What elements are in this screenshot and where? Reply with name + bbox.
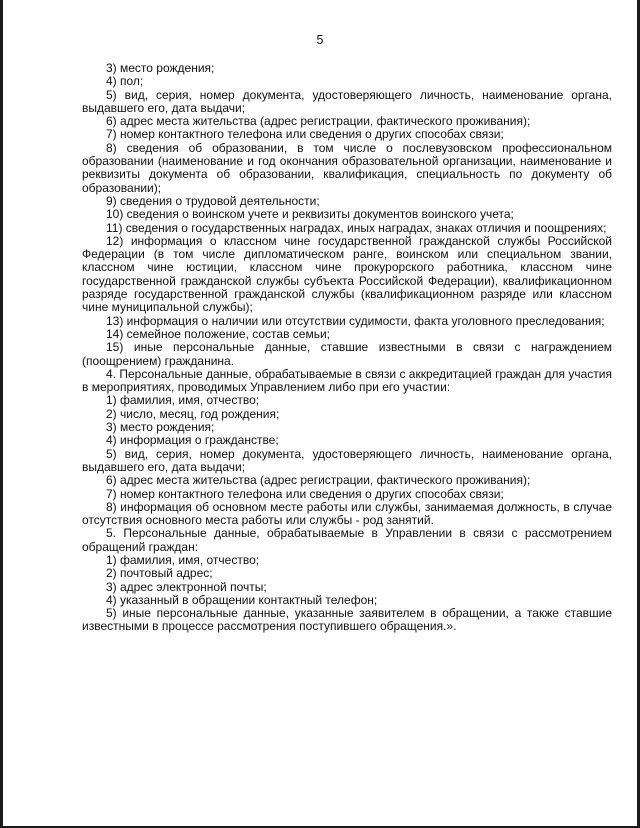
paragraph: 1) фамилия, имя, отчество; bbox=[106, 393, 260, 408]
paragraph: 8) информация об основном месте работы или службы, занимаемая должность, в случае отсутствия основного места работы или службы - род занятий. bbox=[82, 499, 612, 528]
paragraph: 3) место рождения; bbox=[106, 61, 215, 75]
paragraph: 5) иные персональные данные, указанные заявителем в обращении, а также ставшие известными в процессе рассмотрения поступившего обращения.». bbox=[82, 606, 612, 634]
paragraph: 15) иные персональные данные, ставшие известными в связи с награждением (поощрением) гражданина. bbox=[82, 340, 612, 368]
paragraph: 4. Персональные данные, обрабатываемые в связи с аккредитацией граждан для участия в мероприятиях, проводимых Управлением либо при его участии: bbox=[82, 366, 612, 395]
paragraph: 5) вид, серия, номер документа, удостоверяющего личность, наименование органа, выдавшего его, дата выдачи; bbox=[82, 87, 612, 115]
paragraph: 5) вид, серия, номер документа, удостоверяющего личность, наименование органа, выдавшего его, дата выдачи; bbox=[82, 446, 612, 474]
paragraph: 4) информация о гражданстве; bbox=[106, 433, 279, 448]
paragraph: 13) информация о наличии или отсутствии судимости, факта уголовного преследования; bbox=[106, 313, 605, 328]
scan-left-edge bbox=[0, 0, 3, 828]
paragraph: 4) указанный в обращении контактный телефон; bbox=[106, 592, 378, 607]
paragraph: 5. Персональные данные, обрабатываемые в Управлении в связи с рассмотрением обращений граждан: bbox=[82, 526, 612, 554]
paragraph: 4) пол; bbox=[106, 74, 144, 89]
paragraph: 2) почтовый адрес; bbox=[106, 566, 213, 581]
paragraph: 1) фамилия, имя, отчество; bbox=[106, 552, 260, 567]
paragraph: 11) сведения о государственных наградах, иных наградах, знаках отличия и поощрениях; bbox=[106, 220, 607, 235]
paragraph: 3) место рождения; bbox=[106, 420, 215, 435]
paragraph: 12) информация о классном чине государственной гражданской службы Российской Федерации (в том числе дипломатическом ранге, воинском или специальном звании, классном чине юстиции, классном чине прокурорского работника, классном чине государственной гражданской службы субъекта Российской Федерации), квалификационном разряде государственной гражданской службы (квалификационном разряде или классном чине муниципальной службы); bbox=[82, 233, 612, 315]
document-body bbox=[82, 62, 612, 634]
paragraph: 2) число, месяц, год рождения; bbox=[106, 406, 280, 421]
paragraph: 8) сведения об образовании, в том числе о послевузовском профессиональном образовании (наименование и год окончания образовательной организации, наименование и реквизиты документа об образовании, квалификация, специальность по документу об образовании); bbox=[82, 140, 612, 195]
paragraph: 10) сведения о воинском учете и реквизиты документов воинского учета; bbox=[106, 207, 514, 222]
page-number: 5 bbox=[316, 33, 324, 47]
paragraph: 7) номер контактного телефона или сведения о других способах связи; bbox=[106, 486, 504, 501]
paragraph: 9) сведения о трудовой деятельности; bbox=[106, 193, 320, 208]
paragraph: 3) адрес электронной почты; bbox=[106, 579, 267, 594]
paragraph: 6) адрес места жительства (адрес регистрации, фактического проживания); bbox=[106, 114, 531, 129]
paragraph: 7) номер контактного телефона или сведения о других способах связи; bbox=[106, 127, 504, 142]
paragraph: 6) адрес места жительства (адрес регистрации, фактического проживания); bbox=[106, 473, 531, 488]
paragraph: 14) семейное положение, состав семьи; bbox=[106, 326, 331, 341]
